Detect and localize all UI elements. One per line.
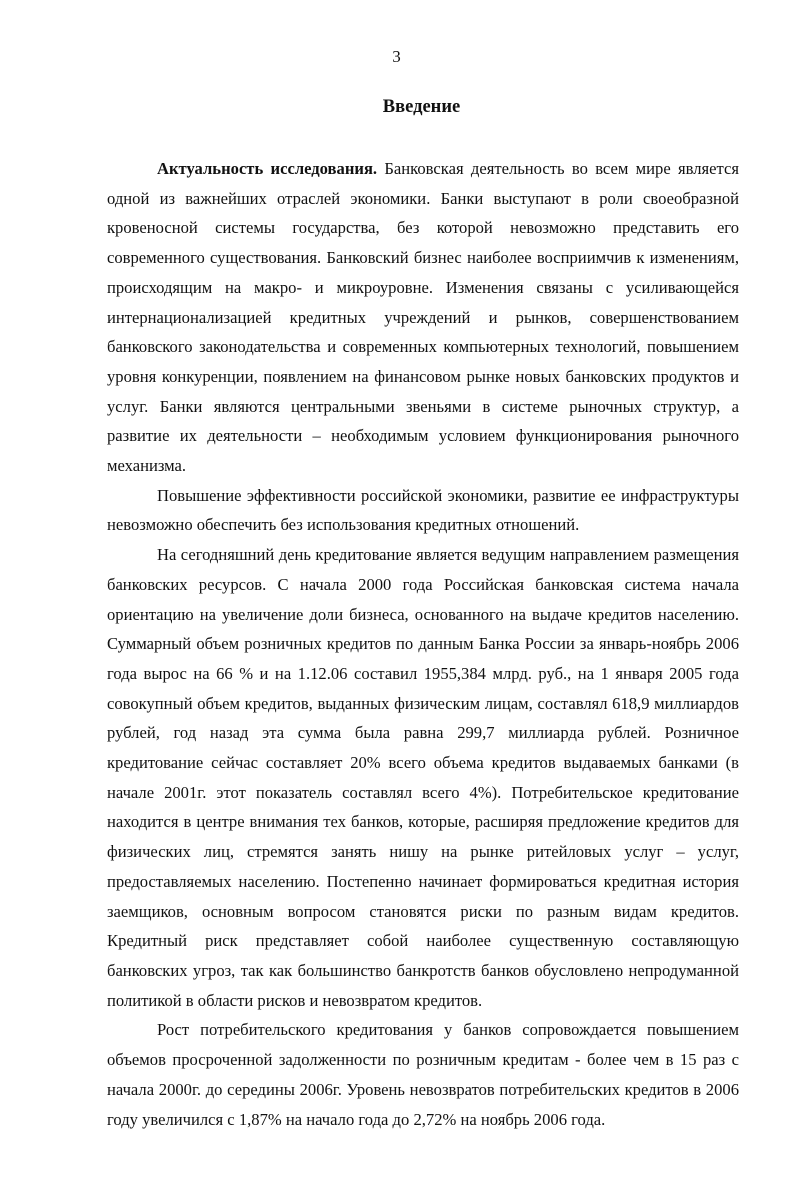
paragraph-text: Повышение эффективности российской экономики, развитие ее инфраструктуры невозможно обеспечить без использования кредитных отношений. bbox=[107, 485, 739, 535]
paragraph-consumer-credit-growth bbox=[107, 1015, 739, 1134]
page-number: 3 bbox=[392, 47, 401, 66]
paragraph-text: Банковская деятельность во всем мире является одной из важнейших отраслей экономики. Банки выступают в роли своеобразной кровеносной системы государства, без которой невозможно представить его современного существования. Банковский бизнес наиболее восприимчив к изменениям, происходящим на макро- и микроуровне. Изменения связаны с усиливающейся интернационализацией кредитных учреждений и рынков, совершенствованием банковского законодательства и современных компьютерных технологий, повышением уровня конкуренции, появлением на финансовом рынке новых банковских продуктов и услуг. Банки являются центральными звеньями в системе рыночных структур, а развитие их деятельности – необходимым условием функционирования рыночного механизма. bbox=[107, 159, 739, 476]
paragraph-relevance bbox=[107, 154, 739, 481]
paragraph-efficiency bbox=[107, 481, 739, 540]
body-text bbox=[107, 154, 739, 1134]
paragraph-lending bbox=[107, 540, 739, 1015]
paragraph-text: Рост потребительского кредитования у банков сопровождается повышением объемов просроченной задолженности по розничным кредитам - более чем в 15 раз с начала 2000г. до середины 2006г. Уровень невозвратов потребительских кредитов в 2006 году увеличился с 1,87% на начало года до 2,72% на ноябрь 2006 года. bbox=[107, 1020, 739, 1129]
paragraph-lead: Актуальность исследования. bbox=[157, 159, 378, 178]
page-title: Введение bbox=[382, 97, 461, 117]
paragraph-text: На сегодняшний день кредитование является ведущим направлением размещения банковских ресурсов. С начала 2000 года Российская банковская система начала ориентацию на увеличение доли бизнеса, основанного на выдаче кредитов населению. Суммарный объем розничных кредитов по данным Банка России за январь-ноябрь 2006 года вырос на 66 % и на 1.12.06 составил 1955,384 млрд. руб., на 1 января 2005 года совокупный объем кредитов, выданных физическим лицам, составлял 618,9 миллиардов рублей, год назад эта сумма была равна 299,7 миллиарда рублей. Розничное кредитование сейчас составляет 20% всего объема кредитов выдаваемых банками (в начале 2001г. этот показатель составлял всего 4%). Потребительское кредитование находится в центре внимания тех банков, которые, расширяя предложение кредитов для физических лиц, стремятся занять нишу на рынке ритейловых услуг – услуг, предоставляемых населению. Постепенно начинает формироваться кредитная история заемщиков, основным вопросом становятся риски по разным видам кредитов. Кредитный риск представляет собой наиболее существенную составляющую банковских угроз, так как большинство банкротств банков обусловлено непродуманной политикой в области рисков и невозвратом кредитов. bbox=[107, 545, 739, 1010]
